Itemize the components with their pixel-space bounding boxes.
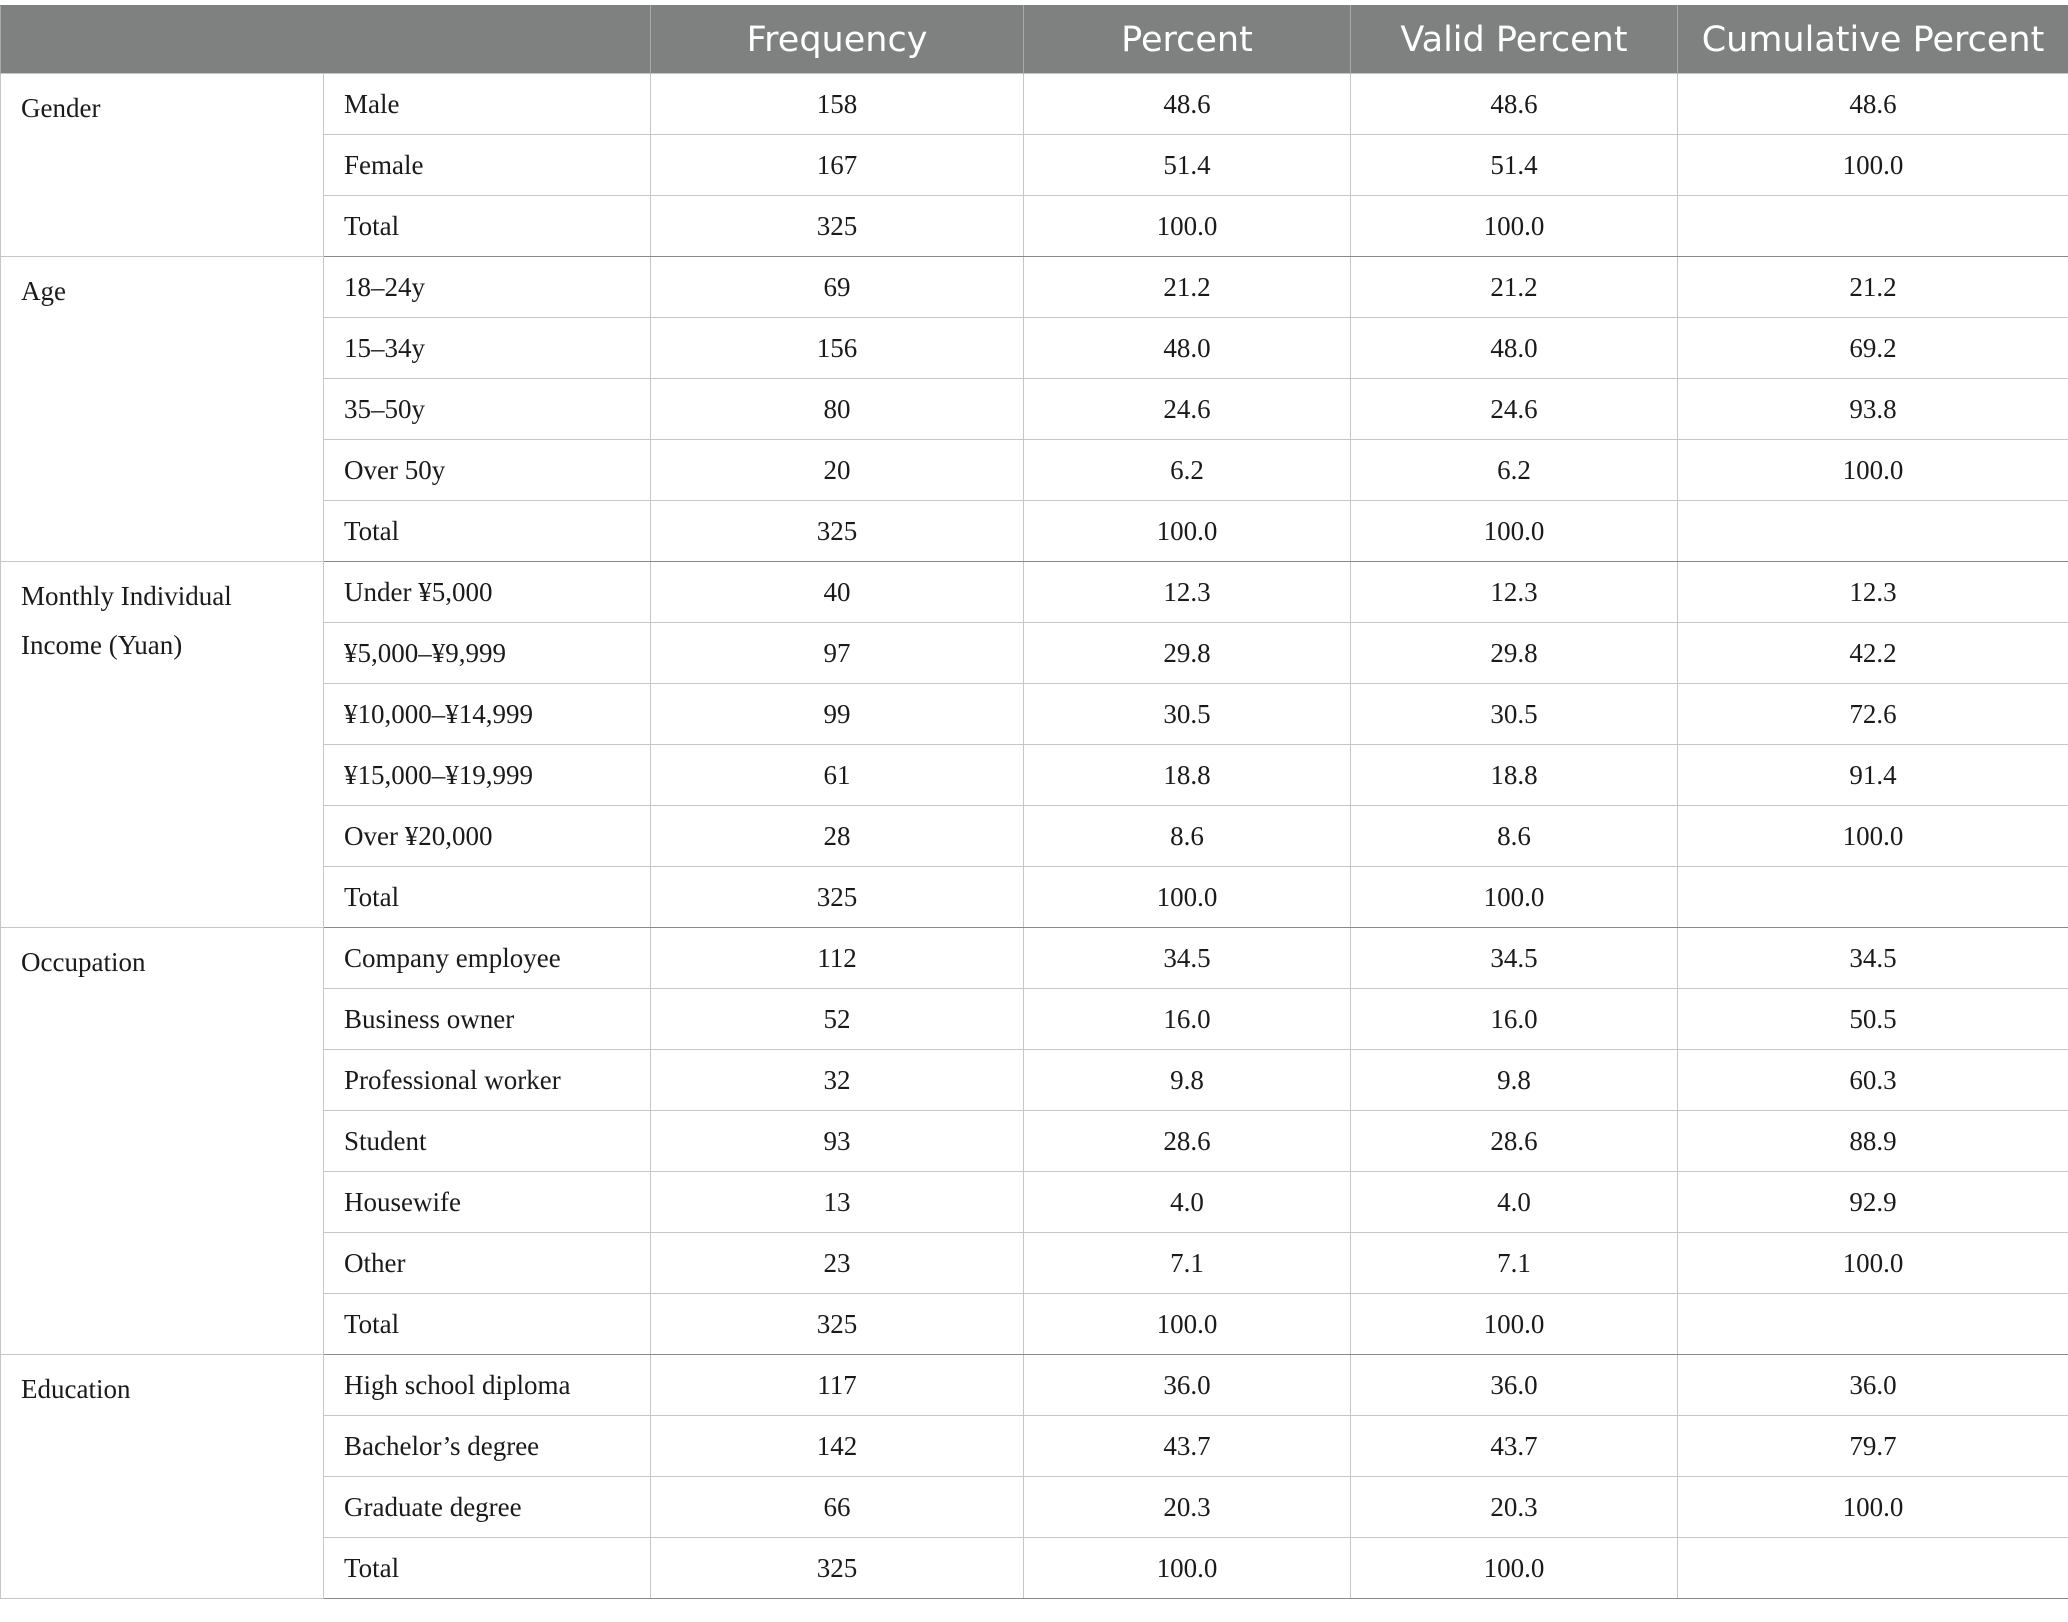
cell-percent: 100.0 [1024,1538,1351,1599]
cell-frequency: 325 [651,196,1024,257]
cell-cumulative-percent: 92.9 [1678,1172,2068,1233]
cell-valid-percent: 100.0 [1351,1294,1678,1355]
cell-valid-percent: 4.0 [1351,1172,1678,1233]
cell-cumulative-percent: 91.4 [1678,745,2068,806]
row-label: Over 50y [324,440,651,501]
cell-valid-percent: 9.8 [1351,1050,1678,1111]
row-label: Company employee [324,928,651,989]
cell-valid-percent: 6.2 [1351,440,1678,501]
cell-percent: 9.8 [1024,1050,1351,1111]
row-label: Total [324,501,651,562]
cell-cumulative-percent: 100.0 [1678,1477,2068,1538]
row-label: 15–34y [324,318,651,379]
table-row [1,562,2068,623]
cell-frequency: 325 [651,867,1024,928]
cell-frequency: 158 [651,74,1024,135]
cell-valid-percent: 36.0 [1351,1355,1678,1416]
cell-cumulative-percent: 100.0 [1678,135,2068,196]
cell-frequency: 52 [651,989,1024,1050]
row-label: Business owner [324,989,651,1050]
cell-percent: 6.2 [1024,440,1351,501]
cell-cumulative-percent: 100.0 [1678,440,2068,501]
cell-frequency: 325 [651,1538,1024,1599]
cell-cumulative-percent: 100.0 [1678,1233,2068,1294]
cell-valid-percent: 12.3 [1351,562,1678,623]
cell-frequency: 93 [651,1111,1024,1172]
cell-frequency: 61 [651,745,1024,806]
table-body [1,74,2068,1599]
cell-valid-percent: 48.0 [1351,318,1678,379]
cell-valid-percent: 100.0 [1351,867,1678,928]
cell-cumulative-percent [1678,867,2068,928]
cell-valid-percent: 24.6 [1351,379,1678,440]
group-label: Monthly Individual Income (Yuan) [1,562,324,928]
cell-percent: 34.5 [1024,928,1351,989]
cell-frequency: 13 [651,1172,1024,1233]
cell-frequency: 40 [651,562,1024,623]
cell-valid-percent: 29.8 [1351,623,1678,684]
cell-percent: 29.8 [1024,623,1351,684]
cell-frequency: 69 [651,257,1024,318]
cell-valid-percent: 7.1 [1351,1233,1678,1294]
cell-cumulative-percent: 69.2 [1678,318,2068,379]
row-label: Under ¥5,000 [324,562,651,623]
cell-percent: 28.6 [1024,1111,1351,1172]
cell-frequency: 32 [651,1050,1024,1111]
group-label: Occupation [1,928,324,1355]
row-label: ¥5,000–¥9,999 [324,623,651,684]
cell-cumulative-percent [1678,501,2068,562]
cell-frequency: 66 [651,1477,1024,1538]
cell-valid-percent: 100.0 [1351,196,1678,257]
table-row [1,74,2068,135]
cell-cumulative-percent: 88.9 [1678,1111,2068,1172]
cell-frequency: 80 [651,379,1024,440]
cell-percent: 48.6 [1024,74,1351,135]
row-label: Graduate degree [324,1477,651,1538]
cell-percent: 48.0 [1024,318,1351,379]
cell-valid-percent: 48.6 [1351,74,1678,135]
cell-frequency: 156 [651,318,1024,379]
cell-percent: 20.3 [1024,1477,1351,1538]
cell-cumulative-percent: 36.0 [1678,1355,2068,1416]
cell-valid-percent: 30.5 [1351,684,1678,745]
row-label: Total [324,196,651,257]
group-label: Age [1,257,324,562]
cell-percent: 51.4 [1024,135,1351,196]
cell-cumulative-percent: 34.5 [1678,928,2068,989]
row-label: Total [324,1538,651,1599]
cell-percent: 100.0 [1024,196,1351,257]
cell-cumulative-percent: 60.3 [1678,1050,2068,1111]
cell-cumulative-percent: 100.0 [1678,806,2068,867]
cell-valid-percent: 21.2 [1351,257,1678,318]
cell-percent: 21.2 [1024,257,1351,318]
cell-cumulative-percent: 93.8 [1678,379,2068,440]
cell-percent: 100.0 [1024,867,1351,928]
cell-percent: 18.8 [1024,745,1351,806]
cell-cumulative-percent [1678,196,2068,257]
row-label: Male [324,74,651,135]
cell-percent: 24.6 [1024,379,1351,440]
group-label: Education [1,1355,324,1599]
header-blank-cell [1,6,651,74]
header-cumulative-percent: Cumulative Percent [1678,6,2068,74]
cell-cumulative-percent: 48.6 [1678,74,2068,135]
cell-cumulative-percent: 79.7 [1678,1416,2068,1477]
cell-valid-percent: 28.6 [1351,1111,1678,1172]
table-header [1,6,2068,74]
cell-percent: 36.0 [1024,1355,1351,1416]
row-label: Total [324,1294,651,1355]
cell-frequency: 28 [651,806,1024,867]
row-label: Female [324,135,651,196]
cell-cumulative-percent [1678,1538,2068,1599]
cell-percent: 12.3 [1024,562,1351,623]
cell-frequency: 117 [651,1355,1024,1416]
table-row [1,1355,2068,1416]
cell-valid-percent: 8.6 [1351,806,1678,867]
row-label: Professional worker [324,1050,651,1111]
demographics-table-container [0,5,2068,1599]
cell-cumulative-percent: 12.3 [1678,562,2068,623]
cell-percent: 30.5 [1024,684,1351,745]
cell-percent: 7.1 [1024,1233,1351,1294]
cell-percent: 100.0 [1024,1294,1351,1355]
cell-frequency: 325 [651,501,1024,562]
group-label: Gender [1,74,324,257]
cell-frequency: 23 [651,1233,1024,1294]
demographics-table [0,5,2068,1599]
cell-percent: 100.0 [1024,501,1351,562]
cell-frequency: 99 [651,684,1024,745]
cell-percent: 8.6 [1024,806,1351,867]
cell-frequency: 142 [651,1416,1024,1477]
row-label: Student [324,1111,651,1172]
header-row [1,6,2068,74]
cell-valid-percent: 34.5 [1351,928,1678,989]
cell-cumulative-percent [1678,1294,2068,1355]
cell-valid-percent: 20.3 [1351,1477,1678,1538]
cell-cumulative-percent: 72.6 [1678,684,2068,745]
cell-valid-percent: 43.7 [1351,1416,1678,1477]
row-label: ¥10,000–¥14,999 [324,684,651,745]
cell-valid-percent: 16.0 [1351,989,1678,1050]
cell-valid-percent: 18.8 [1351,745,1678,806]
cell-valid-percent: 100.0 [1351,501,1678,562]
cell-valid-percent: 51.4 [1351,135,1678,196]
table-row [1,928,2068,989]
row-label: High school diploma [324,1355,651,1416]
row-label: Bachelor’s degree [324,1416,651,1477]
cell-cumulative-percent: 50.5 [1678,989,2068,1050]
cell-frequency: 167 [651,135,1024,196]
row-label: ¥15,000–¥19,999 [324,745,651,806]
header-frequency: Frequency [651,6,1024,74]
row-label: Housewife [324,1172,651,1233]
row-label: Total [324,867,651,928]
cell-percent: 16.0 [1024,989,1351,1050]
row-label: 18–24y [324,257,651,318]
cell-cumulative-percent: 42.2 [1678,623,2068,684]
cell-percent: 4.0 [1024,1172,1351,1233]
header-valid-percent: Valid Percent [1351,6,1678,74]
cell-cumulative-percent: 21.2 [1678,257,2068,318]
table-row [1,257,2068,318]
row-label: 35–50y [324,379,651,440]
cell-frequency: 112 [651,928,1024,989]
cell-frequency: 97 [651,623,1024,684]
row-label: Over ¥20,000 [324,806,651,867]
cell-percent: 43.7 [1024,1416,1351,1477]
cell-frequency: 325 [651,1294,1024,1355]
row-label: Other [324,1233,651,1294]
cell-frequency: 20 [651,440,1024,501]
cell-valid-percent: 100.0 [1351,1538,1678,1599]
header-percent: Percent [1024,6,1351,74]
